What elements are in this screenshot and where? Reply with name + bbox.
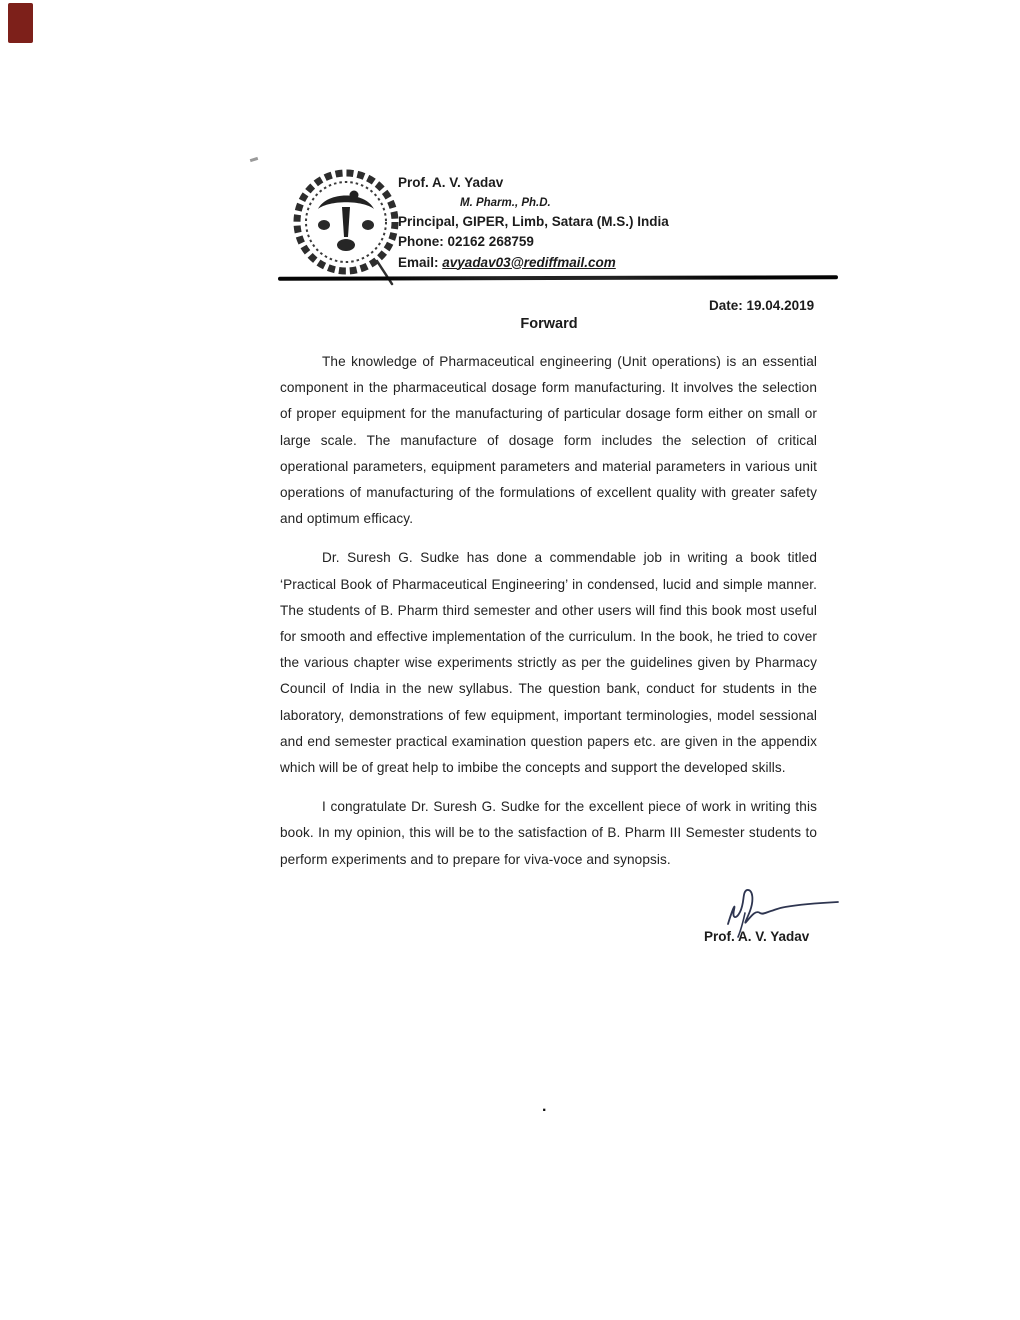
- paragraph-3: I congratulate Dr. Suresh G. Sudke for the excellent piece of work in writing this book. In my opinion, this will be to the satisfaction of B. Pharm III Semester students to perform experiments and to prepare for viva-voce and synopsis.: [280, 799, 817, 867]
- letter-body: [280, 349, 817, 886]
- scan-corner-mark: [8, 3, 33, 43]
- phone-label: Phone:: [398, 234, 444, 249]
- document-title: Forward: [520, 316, 578, 332]
- paragraph-1: The knowledge of Pharmaceutical engineering (Unit operations) is an essential component in the pharmaceutical dosage form manufacturing. It involves the selection of proper equipment for the manufacturing of particular dosage form either on small or large scale. The manufacture of dosage form includes the selection of critical operational parameters, equipment parameters and material parameters in various unit operations of manufacturing of the formulations of excellent quality with greater safety and optimum efficacy.: [280, 354, 817, 527]
- letterhead-affiliation: Principal, GIPER, Limb, Satara (M.S.) India: [398, 213, 669, 229]
- date-line: [709, 298, 814, 313]
- letterhead-divider: [278, 275, 838, 280]
- letterhead-phone-line: [398, 232, 728, 253]
- stray-period-mark: .: [542, 1098, 547, 1115]
- phone-value: 02162 268759: [447, 234, 534, 249]
- college-seal-logo: [291, 167, 401, 277]
- date-label: Date:: [709, 298, 743, 313]
- email-label: Email:: [398, 254, 439, 270]
- letterhead-name: Prof. A. V. Yadav: [398, 175, 504, 190]
- email-value: avyadav03@rediffmail.com: [442, 254, 616, 270]
- pharmacy-seal-icon: [291, 167, 401, 277]
- letterhead: [398, 173, 728, 273]
- signatory-name: Prof. A. V. Yadav: [704, 929, 810, 944]
- paragraph-2: Dr. Suresh G. Sudke has done a commendable job in writing a book titled ‘Practical Book of Pharmaceutical Engineering’ in condensed, lucid and simple manner. The students of B. Pharm third semester and other users will find this book most useful for smooth and effective implementation of the curriculum. In the book, he tried to cover the various chapter wise experiments strictly as per the guidelines given by Pharmacy Council of India in the new syllabus. The question bank, conduct for students in the laboratory, demonstrations of few equipment, important terminologies, model sessional and end semester practical examination question papers etc. are given in the appendix which will be of great help to imbibe the concepts and support the developed skills.: [280, 550, 817, 776]
- scan-artifact-dash: [250, 157, 259, 162]
- letterhead-email-line: [398, 253, 728, 274]
- date-value: 19.04.2019: [746, 298, 815, 313]
- letterhead-degrees: M. Pharm., Ph.D.: [460, 196, 551, 209]
